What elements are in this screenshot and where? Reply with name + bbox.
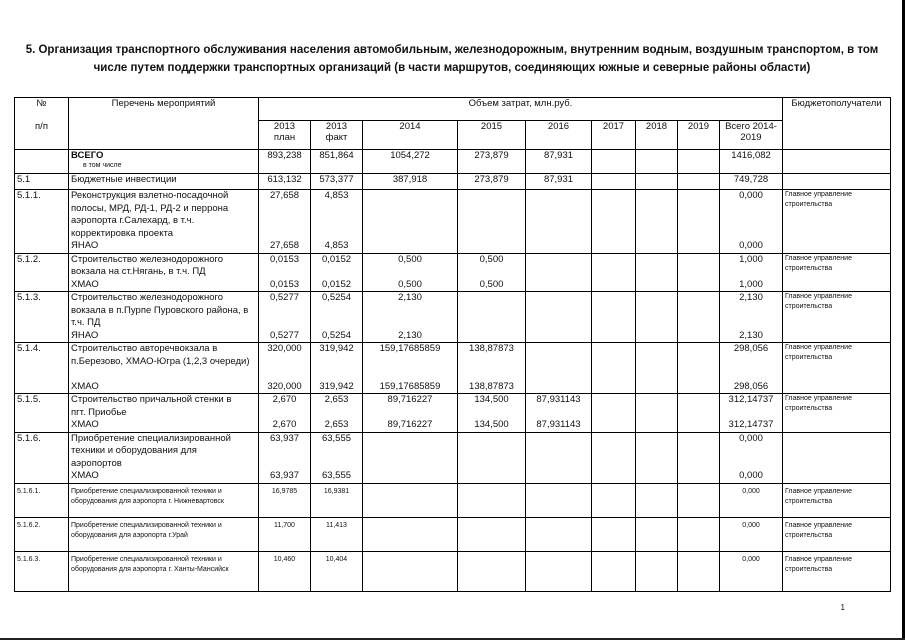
value: 0,000 <box>739 432 763 444</box>
cell-5-1-5-2015 <box>458 394 526 433</box>
table-row-5-1-1 <box>15 190 891 254</box>
value: 298,056 <box>733 343 769 354</box>
cell-empty <box>636 174 678 190</box>
region-value: 312,14737 <box>728 419 774 430</box>
cell-empty <box>636 517 678 551</box>
cell-empty <box>678 150 720 174</box>
region-value: 0,500 <box>479 278 504 290</box>
recipient-line: строительства <box>785 303 833 310</box>
name-line: Строительство причальной стенки в <box>71 394 232 405</box>
cell-empty <box>526 343 592 394</box>
region-value: 2,670 <box>272 419 297 430</box>
cell-total-fact: 851,864 <box>311 150 363 174</box>
region-value: 298,056 <box>733 380 769 392</box>
name-line: вокзала в п.Пурпе Пуровского района, в <box>71 304 249 316</box>
heading-line-1: 5. Организация транспортного обслуживания населения автомобильным, железнодорожным, внутренним водным, воздушным транспортом, в том <box>25 44 879 56</box>
recipient-line: строительства <box>785 354 833 361</box>
cell-5-1-6-1-plan: 16,9785 <box>259 483 311 517</box>
recipient-line: строительства <box>785 405 833 412</box>
cell-empty <box>526 292 592 343</box>
cell-5-1-2-sum <box>720 253 783 292</box>
table-row-5-1-6-2 <box>15 517 891 551</box>
cell-5-1-2014: 387,918 <box>363 174 458 190</box>
name-line: Приобретение специализированной техники и <box>71 555 222 563</box>
cell-5-1-no: 5.1 <box>15 174 69 190</box>
cell-5-1-2015: 273,879 <box>458 174 526 190</box>
value: 27,658 <box>269 190 300 201</box>
section-heading <box>14 41 890 77</box>
cell-5-1-4-fact <box>311 343 363 394</box>
cell-5-1-3-plan <box>259 292 311 343</box>
cell-5-1-3-name <box>69 292 259 343</box>
value: 4,853 <box>324 190 349 201</box>
cell-5-1-1-sum <box>720 190 783 254</box>
total-sub-label: в том числе <box>83 162 122 169</box>
cell-empty <box>592 150 636 174</box>
value: 0,5254 <box>321 292 352 303</box>
header-2013-fact-label: факт <box>325 132 348 143</box>
value: 0,0153 <box>269 253 300 265</box>
region-value: 159,17685859 <box>379 380 441 392</box>
cell-empty <box>783 432 891 483</box>
value: 319,942 <box>319 343 354 354</box>
name-line: аэропортов <box>71 457 122 469</box>
cell-empty <box>636 483 678 517</box>
cell-5-1-plan: 613,132 <box>259 174 311 190</box>
value: 89,716227 <box>387 394 433 405</box>
cell-empty <box>458 551 526 591</box>
name-line: Приобретение специализированной техники и <box>71 521 222 529</box>
header-2019: 2019 <box>678 121 720 150</box>
cell-empty <box>678 551 720 591</box>
cell-5-1-6-fact <box>311 432 363 483</box>
total-label: ВСЕГО <box>71 150 104 161</box>
cell-5-1-3-fact <box>311 292 363 343</box>
header-2013-plan <box>259 121 311 150</box>
table-row-5-1-3 <box>15 292 891 343</box>
table-row-total <box>15 150 891 174</box>
header-2018: 2018 <box>636 121 678 150</box>
cell-empty <box>678 483 720 517</box>
recipient-line: строительства <box>785 531 833 539</box>
cell-5-1-6-3-sum: 0,000 <box>720 551 783 591</box>
header-total-line-2: 2019 <box>740 132 762 143</box>
recipient-line: Главное управление <box>785 521 852 529</box>
value: 0,000 <box>739 190 763 201</box>
table-row-5-1-6-1 <box>15 483 891 517</box>
cell-5-1-6-plan <box>259 432 311 483</box>
region-value: 63,937 <box>269 470 300 481</box>
cell-5-1-6-2-name <box>69 517 259 551</box>
header-2013-plan-year: 2013 <box>273 121 296 132</box>
cell-5-1-6-1-recipient <box>783 483 891 517</box>
cell-5-1-4-2014 <box>363 343 458 394</box>
cell-5-1-4-recipient <box>783 343 891 394</box>
cell-empty <box>592 253 636 292</box>
region-label: ХМАО <box>71 470 99 481</box>
cell-empty <box>592 174 636 190</box>
header-2013-fact <box>311 121 363 150</box>
cell-empty <box>526 432 592 483</box>
cell-empty <box>636 394 678 433</box>
value: 2,653 <box>324 394 349 405</box>
cell-empty <box>592 343 636 394</box>
cell-5-1-name: Бюджетные инвестиции <box>69 174 259 190</box>
value: 0,500 <box>398 253 422 265</box>
region-value: 0,500 <box>398 278 422 290</box>
cell-empty <box>678 174 720 190</box>
cell-empty <box>363 432 458 483</box>
header-2016: 2016 <box>526 121 592 150</box>
page-number: 1 <box>840 603 845 612</box>
region-value: 2,130 <box>398 329 422 341</box>
cell-empty <box>458 432 526 483</box>
cell-5-1-3-2014 <box>363 292 458 343</box>
recipient-line: строительства <box>785 565 833 573</box>
recipient-line: Главное управление <box>785 344 852 351</box>
cell-empty <box>526 190 592 254</box>
cell-5-1-2016: 87,931 <box>526 174 592 190</box>
cell-5-1-2-2014 <box>363 253 458 292</box>
cell-5-1-3-sum <box>720 292 783 343</box>
cell-empty <box>783 174 891 190</box>
cell-total-sum: 1416,082 <box>720 150 783 174</box>
cell-5-1-1-plan <box>259 190 311 254</box>
value: 159,17685859 <box>379 343 441 354</box>
cell-5-1-6-3-plan: 10,460 <box>259 551 311 591</box>
cell-5-1-5-2016 <box>526 394 592 433</box>
cell-5-1-6-3-no: 5.1.6.3. <box>15 551 69 591</box>
cell-5-1-6-1-fact: 16,9381 <box>311 483 363 517</box>
cell-5-1-2-no: 5.1.2. <box>15 253 69 292</box>
cell-empty <box>526 253 592 292</box>
cell-empty <box>526 551 592 591</box>
cell-5-1-sum: 749,728 <box>720 174 783 190</box>
cell-total-2015: 273,879 <box>458 150 526 174</box>
cell-5-1-6-2-plan: 11,700 <box>259 517 311 551</box>
region-value: 0,5254 <box>321 329 352 341</box>
cell-empty <box>458 292 526 343</box>
cell-5-1-4-no: 5.1.4. <box>15 343 69 394</box>
region-value: 0,0152 <box>321 278 352 290</box>
cell-empty <box>592 394 636 433</box>
region-value: 320,000 <box>267 380 302 392</box>
region-value: 0,5277 <box>269 329 300 341</box>
value: 312,14737 <box>728 394 774 405</box>
cell-5-1-5-fact <box>311 394 363 433</box>
table-row-5-1-2 <box>15 253 891 292</box>
region-label: ХМАО <box>71 380 99 392</box>
region-value: 1,000 <box>739 278 763 290</box>
name-line: Строительство железнодорожного <box>71 253 224 265</box>
header-total-line-1: Всего 2014- <box>725 121 777 132</box>
cell-empty <box>363 483 458 517</box>
name-line: Приобретение специализированной <box>71 432 231 444</box>
header-2013-plan-label: план <box>273 132 296 143</box>
cell-empty <box>458 517 526 551</box>
cell-5-1-4-name <box>69 343 259 394</box>
cell-empty <box>678 190 720 254</box>
name-line: вокзала на ст.Нягань, в т.ч. ПД <box>71 266 206 277</box>
cell-5-1-6-2-fact: 11,413 <box>311 517 363 551</box>
cell-total-name <box>69 150 259 174</box>
cell-5-1-2-2015 <box>458 253 526 292</box>
cell-empty <box>458 483 526 517</box>
name-line: Приобретение специализированной техники и <box>71 487 222 495</box>
header-recipients: Бюджетополучатели <box>783 98 891 150</box>
region-value: 0,000 <box>739 240 763 251</box>
value: 63,937 <box>269 432 300 444</box>
cell-empty <box>678 253 720 292</box>
name-line: полосы, МРД, РД-1, РД-2 и перрона <box>71 202 229 214</box>
header-measures: Перечень мероприятий <box>69 98 259 150</box>
cell-empty <box>636 551 678 591</box>
cell-empty <box>363 551 458 591</box>
header-2015: 2015 <box>458 121 526 150</box>
name-line: пгт. Приобье <box>71 406 127 418</box>
cell-empty <box>592 517 636 551</box>
region-value: 319,942 <box>319 380 354 392</box>
name-line: техники и оборудования для <box>71 445 197 456</box>
cell-empty <box>636 343 678 394</box>
table-row-5-1 <box>15 174 891 190</box>
cell-5-1-4-sum <box>720 343 783 394</box>
name-line: аэропорта г.Салехард, в т.ч. <box>71 215 195 226</box>
recipient-line: Главное управление <box>785 395 852 402</box>
cell-5-1-5-2014 <box>363 394 458 433</box>
cell-5-1-5-recipient <box>783 394 891 433</box>
table-row-5-1-6-3 <box>15 551 891 591</box>
value: 87,931143 <box>536 394 581 405</box>
cell-total-2016: 87,931 <box>526 150 592 174</box>
cell-5-1-6-1-sum: 0,000 <box>720 483 783 517</box>
cell-total-2014: 1054,272 <box>363 150 458 174</box>
region-label: ЯНАО <box>71 240 99 251</box>
table-row-5-1-6 <box>15 432 891 483</box>
value: 1,000 <box>739 253 763 265</box>
region-label: ЯНАО <box>71 329 99 341</box>
cell-empty <box>592 292 636 343</box>
name-line: Реконструкция взлетно-посадочной <box>71 190 229 201</box>
header-total <box>720 121 783 150</box>
region-value: 0,000 <box>739 470 763 481</box>
cell-5-1-5-sum <box>720 394 783 433</box>
name-line: оборудования для аэропорта г. Нижневартовск <box>71 497 224 505</box>
value: 134,500 <box>474 394 509 405</box>
cell-5-1-6-no: 5.1.6. <box>15 432 69 483</box>
cell-5-1-4-plan <box>259 343 311 394</box>
cell-5-1-1-recipient <box>783 190 891 254</box>
cell-5-1-3-no: 5.1.3. <box>15 292 69 343</box>
header-number-cell <box>15 98 69 150</box>
cell-5-1-fact: 573,377 <box>311 174 363 190</box>
cell-5-1-4-2015 <box>458 343 526 394</box>
name-line: п.Березово, ХМАО-Югра (1,2,3 очереди) <box>71 355 250 367</box>
cell-empty <box>592 551 636 591</box>
cell-empty <box>636 150 678 174</box>
name-line: Строительство авторечвокзала в <box>71 343 218 354</box>
cell-empty <box>526 483 592 517</box>
value: 0,0152 <box>321 253 352 265</box>
cell-empty <box>526 517 592 551</box>
region-value: 134,500 <box>474 419 509 430</box>
cell-empty <box>678 292 720 343</box>
table-row-5-1-4 <box>15 343 891 394</box>
cell-5-1-5-no: 5.1.5. <box>15 394 69 433</box>
value: 138,87873 <box>469 343 514 354</box>
cell-empty <box>678 343 720 394</box>
region-value: 89,716227 <box>387 419 433 430</box>
recipient-line: строительства <box>785 264 833 272</box>
cell-5-1-6-3-name <box>69 551 259 591</box>
region-value: 138,87873 <box>469 380 514 392</box>
value: 320,000 <box>267 343 302 354</box>
header-2014: 2014 <box>363 121 458 150</box>
cell-empty <box>783 150 891 174</box>
cell-empty <box>636 253 678 292</box>
cell-5-1-6-3-recipient <box>783 551 891 591</box>
name-line: оборудования для аэропорта г.Урай <box>71 531 188 539</box>
cell-5-1-1-no: 5.1.1. <box>15 190 69 254</box>
cell-empty <box>15 150 69 174</box>
cell-5-1-2-name <box>69 253 259 292</box>
cell-5-1-1-name <box>69 190 259 254</box>
value: 2,130 <box>398 292 422 303</box>
region-label: ХМАО <box>71 278 99 290</box>
cell-empty <box>363 517 458 551</box>
cell-empty <box>592 432 636 483</box>
cell-5-1-6-name <box>69 432 259 483</box>
name-line: корректировка проекта <box>71 227 174 239</box>
value: 0,5277 <box>269 292 300 303</box>
value: 0,500 <box>479 253 504 265</box>
cell-empty <box>636 190 678 254</box>
cell-empty <box>678 394 720 433</box>
region-value: 27,658 <box>269 240 300 251</box>
name-line: Строительство железнодорожного <box>71 292 224 303</box>
cell-empty <box>592 190 636 254</box>
cell-5-1-6-sum <box>720 432 783 483</box>
recipient-line: Главное управление <box>785 293 852 300</box>
cell-5-1-6-2-sum: 0,000 <box>720 517 783 551</box>
region-label: ХМАО <box>71 419 99 430</box>
cell-empty <box>458 190 526 254</box>
recipient-line: строительства <box>785 201 833 208</box>
region-value: 2,130 <box>739 329 763 341</box>
value: 2,670 <box>272 394 297 405</box>
cell-5-1-6-1-name <box>69 483 259 517</box>
region-value: 87,931143 <box>536 419 581 430</box>
cell-empty <box>636 292 678 343</box>
cell-empty <box>678 432 720 483</box>
cell-5-1-6-2-no: 5.1.6.2. <box>15 517 69 551</box>
header-pp: п/п <box>35 121 48 132</box>
recipient-line: Главное управление <box>785 555 852 563</box>
header-2017: 2017 <box>592 121 636 150</box>
cell-5-1-5-plan <box>259 394 311 433</box>
header-row-1 <box>15 98 891 121</box>
cell-5-1-6-3-fact: 10,404 <box>311 551 363 591</box>
region-value: 4,853 <box>324 240 349 251</box>
recipient-line: Главное управление <box>785 191 852 198</box>
cell-5-1-2-recipient <box>783 253 891 292</box>
region-value: 2,653 <box>324 419 349 430</box>
recipient-line: Главное управление <box>785 254 852 262</box>
recipient-line: Главное управление <box>785 487 852 495</box>
cell-5-1-3-recipient <box>783 292 891 343</box>
cell-5-1-2-plan <box>259 253 311 292</box>
budget-table <box>14 97 891 592</box>
value: 2,130 <box>739 292 763 303</box>
cell-5-1-5-name <box>69 394 259 433</box>
cell-5-1-6-1-no: 5.1.6.1. <box>15 483 69 517</box>
table-row-5-1-5 <box>15 394 891 433</box>
header-volume: Объем затрат, млн.руб. <box>259 98 783 121</box>
value: 63,555 <box>321 432 352 444</box>
cell-5-1-2-fact <box>311 253 363 292</box>
cell-empty <box>678 517 720 551</box>
name-line: оборудования для аэропорта г. Ханты-Мансийск <box>71 565 229 573</box>
cell-empty <box>636 432 678 483</box>
name-line: т.ч. ПД <box>71 317 101 328</box>
cell-5-1-6-2-recipient <box>783 517 891 551</box>
cell-total-plan: 893,238 <box>259 150 311 174</box>
cell-5-1-1-fact <box>311 190 363 254</box>
cell-empty <box>363 190 458 254</box>
region-value: 0,0153 <box>269 278 300 290</box>
header-2013-fact-year: 2013 <box>325 121 348 132</box>
header-number: № <box>36 98 47 109</box>
cell-empty <box>592 483 636 517</box>
recipient-line: строительства <box>785 497 833 505</box>
region-value: 63,555 <box>321 470 352 481</box>
heading-line-2: числе путем поддержки транспортных организаций (в части маршрутов, соединяющих южные и северные районы области) <box>93 62 811 74</box>
